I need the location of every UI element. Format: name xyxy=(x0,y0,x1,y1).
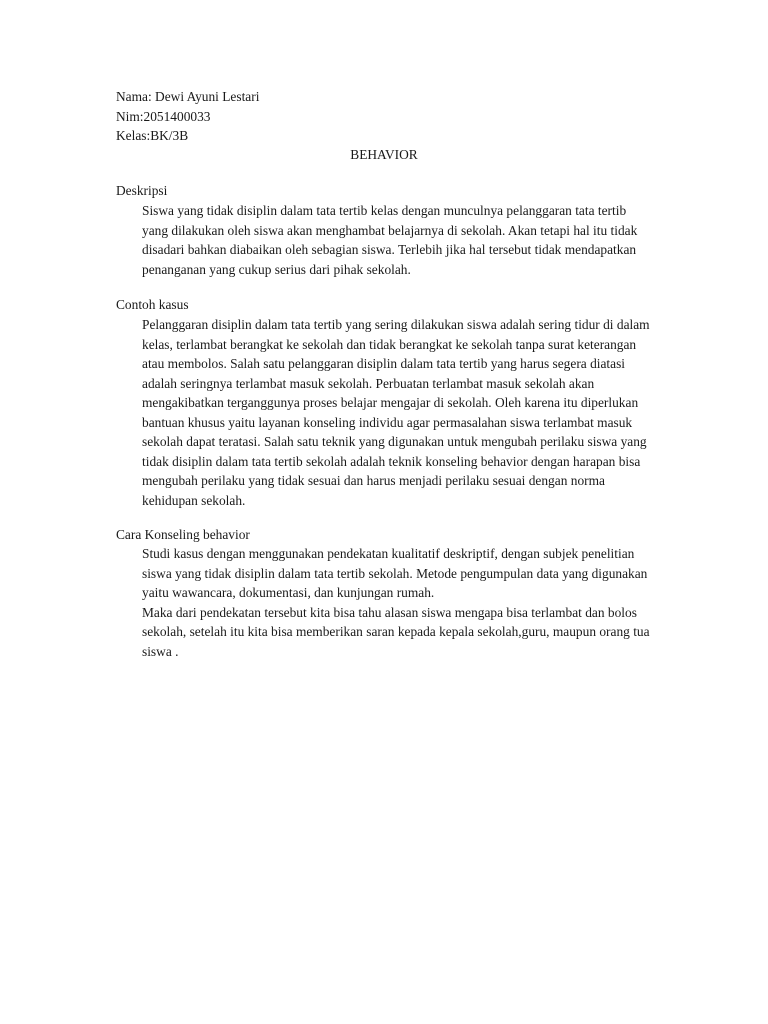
paragraph-line: kelas, terlambat berangkat ke sekolah dan tidak berangkat ke sekolah tanpa surat keterangan xyxy=(142,336,637,352)
paragraph-line: siswa . xyxy=(142,643,179,659)
student-class: Kelas:BK/3B xyxy=(116,128,189,143)
paragraph-line: yaitu wawancara, dokumentasi, dan kunjungan rumah. xyxy=(142,585,435,600)
paragraph-line: Studi kasus dengan menggunakan pendekatan kualitatif deskriptif, dengan subjek penelitian xyxy=(142,546,635,561)
paragraph-line: kehidupan sekolah. xyxy=(142,492,246,508)
paragraph-line: sekolah dapat teratasi. Salah satu teknik yang digunakan untuk mengubah perilaku siswa yang xyxy=(142,434,647,449)
student-nim: Nim:2051400033 xyxy=(116,109,211,124)
paragraph-line: mengakibatkan terganggunya proses belajar mengajar di sekolah. Oleh karena itu diperlukan xyxy=(142,395,639,410)
document-title: BEHAVIOR xyxy=(350,147,418,162)
section-body-deskripsi xyxy=(142,201,662,279)
paragraph-line: penanganan yang cukup serius dari pihak sekolah. xyxy=(142,261,411,277)
section-body-contoh-kasus xyxy=(142,315,662,510)
paragraph-line: Maka dari pendekatan tersebut kita bisa tahu alasan siswa mengapa bisa terlambat dan bolos xyxy=(142,604,637,620)
paragraph-line: adalah seringnya terlambat masuk sekolah. Perbuatan terlambat masuk sekolah akan xyxy=(142,375,595,391)
section-heading-contoh-kasus: Contoh kasus xyxy=(116,297,189,312)
paragraph-line: tidak disiplin dalam tata tertib sekolah adalah teknik konseling behavior dengan harapan bisa xyxy=(142,453,641,469)
paragraph-line: yang dilakukan oleh siswa akan menghambat belajarnya di sekolah. Akan tetapi hal itu tidak xyxy=(142,222,638,238)
paragraph-line: Siswa yang tidak disiplin dalam tata tertib kelas dengan munculnya pelanggaran tata tertib xyxy=(142,203,627,218)
paragraph-line: siswa yang tidak disiplin dalam tata tertib sekolah. Metode pengumpulan data yang digunakan xyxy=(142,565,648,581)
paragraph-line: sekolah, setelah itu kita bisa memberikan saran kepada kepala sekolah,guru, maupun orang tua xyxy=(142,624,650,639)
paragraph-line: Pelanggaran disiplin dalam tata tertib yang sering dilakukan siswa adalah sering tidur di dalam xyxy=(142,317,650,332)
paragraph-line: disadari bahkan diabaikan oleh sebagian siswa. Terlebih jika hal tersebut tidak mendapatkan xyxy=(142,242,637,257)
section-body-cara-konseling xyxy=(142,544,662,661)
student-name: Nama: Dewi Ayuni Lestari xyxy=(116,89,260,104)
section-heading-cara-konseling: Cara Konseling behavior xyxy=(116,527,250,542)
paragraph-line: bantuan khusus yaitu layanan konseling individu agar permasalahan siswa terlambat masuk xyxy=(142,414,633,430)
paragraph-line: atau membolos. Salah satu pelanggaran disiplin dalam tata tertib yang harus segera diatasi xyxy=(142,356,626,371)
paragraph-line: mengubah perilaku yang tidak sesuai dan harus menjadi perilaku sesuai dengan norma xyxy=(142,473,605,488)
section-heading-deskripsi: Deskripsi xyxy=(116,183,168,198)
